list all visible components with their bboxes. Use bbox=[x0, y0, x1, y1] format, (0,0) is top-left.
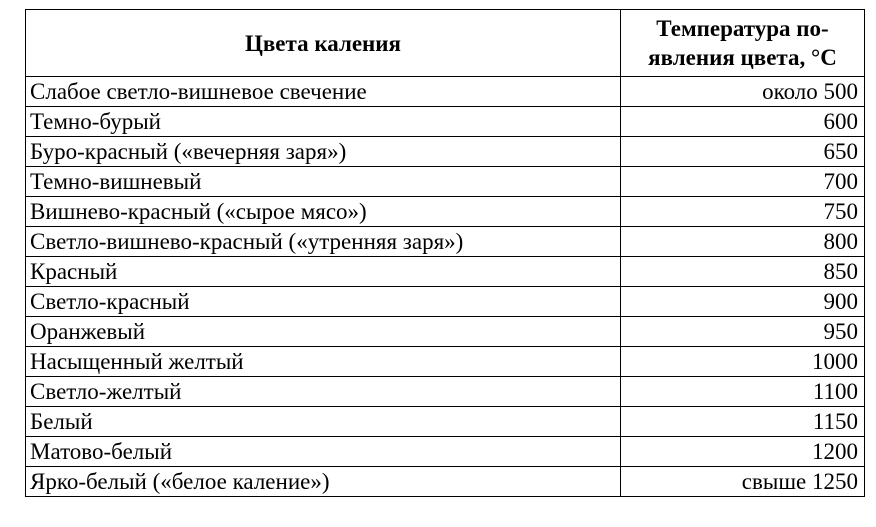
color-cell: Светло-вишнево-красный («утренняя заря») bbox=[26, 227, 621, 257]
color-cell: Матово-белый bbox=[26, 437, 621, 467]
color-cell: Светло-желтый bbox=[26, 377, 621, 407]
color-cell: Ярко-белый («белое каление») bbox=[26, 467, 621, 497]
table-header-row bbox=[26, 10, 865, 77]
table-row bbox=[26, 197, 865, 227]
header-color: Цвета каления bbox=[26, 10, 621, 77]
color-cell: Красный bbox=[26, 257, 621, 287]
table-row bbox=[26, 137, 865, 167]
header-temperature bbox=[621, 10, 865, 77]
table-row bbox=[26, 437, 865, 467]
temperature-cell: 1100 bbox=[621, 377, 865, 407]
table-row bbox=[26, 287, 865, 317]
temperature-cell: 750 bbox=[621, 197, 865, 227]
color-cell: Оранжевый bbox=[26, 317, 621, 347]
temperature-cell: 950 bbox=[621, 317, 865, 347]
temperature-cell: 600 bbox=[621, 107, 865, 137]
temperature-cell: 900 bbox=[621, 287, 865, 317]
table-row bbox=[26, 467, 865, 497]
temperature-cell: 1000 bbox=[621, 347, 865, 377]
temperature-cell: 700 bbox=[621, 167, 865, 197]
table-row bbox=[26, 107, 865, 137]
table-row bbox=[26, 77, 865, 107]
table-row bbox=[26, 257, 865, 287]
table-row bbox=[26, 227, 865, 257]
color-cell: Темно-бурый bbox=[26, 107, 621, 137]
color-cell: Буро-красный («вечерняя заря») bbox=[26, 137, 621, 167]
temperature-cell: 1150 bbox=[621, 407, 865, 437]
temperature-cell: 850 bbox=[621, 257, 865, 287]
color-cell: Вишнево-красный («сырое мясо») bbox=[26, 197, 621, 227]
temperature-cell: свыше 1250 bbox=[621, 467, 865, 497]
temperature-cell: 650 bbox=[621, 137, 865, 167]
color-cell: Насыщенный желтый bbox=[26, 347, 621, 377]
heat-colors-table bbox=[25, 9, 865, 497]
header-temperature-line1: Температура по- bbox=[656, 16, 829, 41]
temperature-cell: 1200 bbox=[621, 437, 865, 467]
color-cell: Светло-красный bbox=[26, 287, 621, 317]
temperature-cell: около 500 bbox=[621, 77, 865, 107]
table-row bbox=[26, 347, 865, 377]
color-cell: Белый bbox=[26, 407, 621, 437]
header-temperature-line2: явления цвета, °С bbox=[648, 45, 837, 70]
color-cell: Слабое светло-вишневое свечение bbox=[26, 77, 621, 107]
table-row bbox=[26, 377, 865, 407]
table-row bbox=[26, 407, 865, 437]
temperature-cell: 800 bbox=[621, 227, 865, 257]
table-row bbox=[26, 167, 865, 197]
table-row bbox=[26, 317, 865, 347]
color-cell: Темно-вишневый bbox=[26, 167, 621, 197]
